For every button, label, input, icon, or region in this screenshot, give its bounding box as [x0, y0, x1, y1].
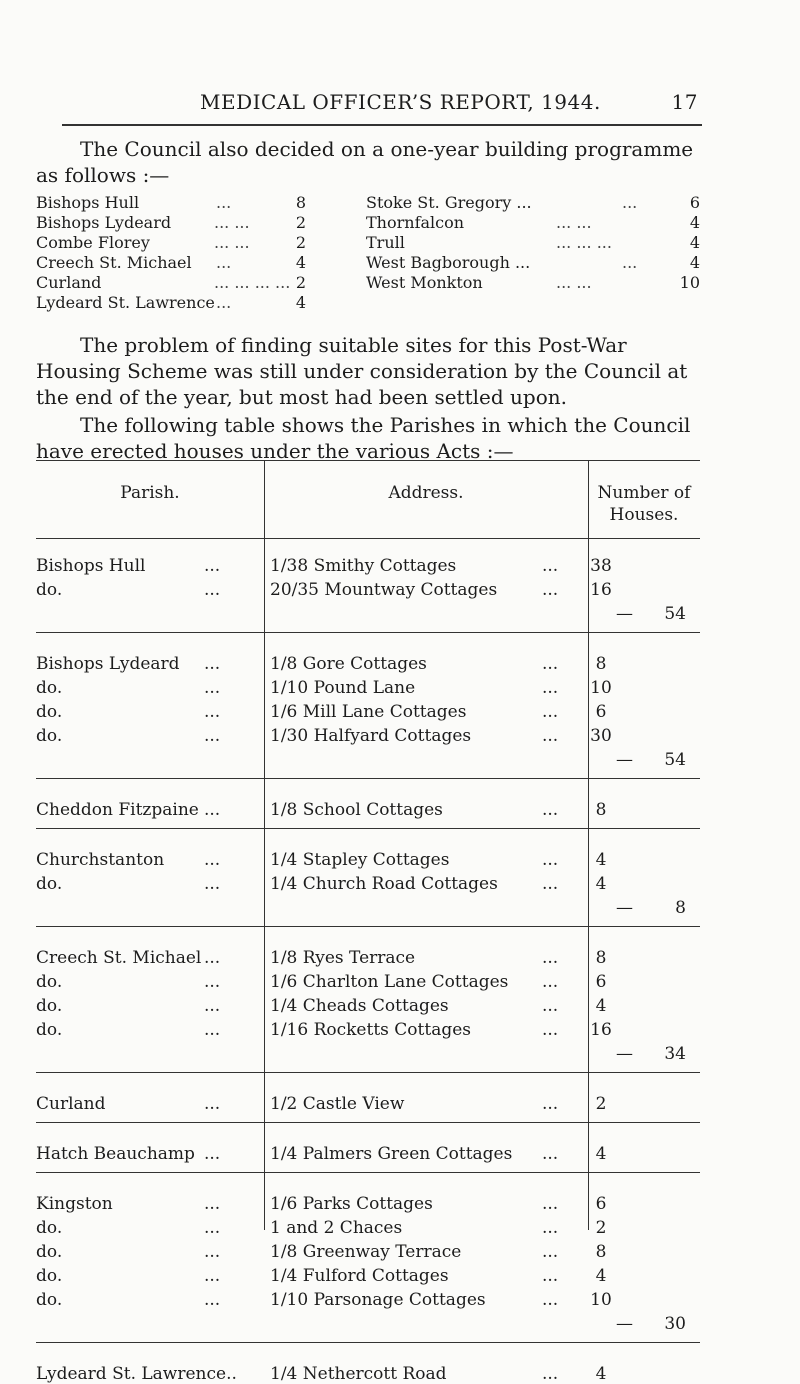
table-dots: ... — [542, 1290, 559, 1310]
table-group-total: 54 — [664, 604, 686, 624]
table-group-total: 30 — [664, 1314, 686, 1334]
programme-count: 2 — [295, 213, 306, 232]
table-parish-cell: do. — [36, 996, 63, 1016]
programme-parish: Trull — [366, 233, 405, 252]
table-parish-cell: Bishops Hull — [36, 556, 146, 576]
programme-count: 2 — [295, 233, 306, 252]
table-dots: ... — [204, 996, 221, 1016]
programme-parish: West Monkton — [366, 273, 483, 292]
programme-row — [366, 213, 700, 233]
table-parish-cell: Hatch Beauchamp — [36, 1144, 195, 1164]
table-parish-cell: do. — [36, 678, 63, 698]
table-dots: ... — [204, 1218, 221, 1238]
houses-table — [36, 460, 700, 1384]
programme-dots: ... ... — [214, 213, 250, 232]
page-number: 17 — [671, 90, 698, 114]
table-dots: ... — [542, 556, 559, 576]
header-address: Address. — [388, 483, 464, 503]
table-group-rule — [36, 1122, 700, 1123]
table-address-cell: 1/10 Parsonage Cottages — [270, 1290, 486, 1310]
programme-dots: ... ... — [214, 233, 250, 252]
programme-dots: ... ... — [556, 213, 592, 232]
table-intro-line-2: have erected houses under the various Acts :— — [36, 439, 514, 463]
programme-row — [36, 213, 306, 233]
programme-column-right — [366, 193, 700, 293]
table-dots: ... — [204, 1290, 221, 1310]
table-address-cell: 1/6 Mill Lane Cottages — [270, 702, 467, 722]
table-dots: ... — [204, 874, 221, 894]
table-address-cell: 1/4 Fulford Cottages — [270, 1266, 449, 1286]
table-address-cell: 20/35 Mountway Cottages — [270, 580, 498, 600]
table-dots: ... — [542, 800, 559, 820]
table-dots: ... — [542, 1020, 559, 1040]
header-rule — [62, 124, 702, 126]
table-address-cell: 1/6 Parks Cottages — [270, 1194, 433, 1214]
table-number-cell: 6 — [595, 972, 607, 992]
programme-row — [36, 293, 306, 313]
table-parish-cell: Churchstanton — [36, 850, 165, 870]
programme-count: 4 — [295, 293, 306, 312]
table-address-cell: 1/8 Greenway Terrace — [270, 1242, 462, 1262]
table-parish-cell: do. — [36, 1218, 63, 1238]
table-address-cell: 1/8 Gore Cottages — [270, 654, 427, 674]
programme-parish: Bishops Hull — [36, 193, 140, 212]
table-parish-cell: do. — [36, 1290, 63, 1310]
table-parish-cell: do. — [36, 874, 63, 894]
table-total-dash: — — [616, 750, 633, 770]
sites-paragraph — [36, 332, 700, 410]
table-number-cell: 16 — [590, 1020, 612, 1040]
table-group-rule — [36, 828, 700, 829]
programme-dots: ... ... ... — [556, 233, 612, 252]
table-parish-cell: do. — [36, 1266, 63, 1286]
table-divider-1 — [264, 460, 265, 1230]
table-number-cell: 4 — [595, 850, 607, 870]
programme-dots: ... — [216, 253, 232, 272]
table-intro-line-1: The following table shows the Parishes in which the Council — [80, 413, 691, 437]
table-parish-cell: Lydeard St. Lawrence.. — [36, 1364, 237, 1384]
table-number-cell: 8 — [595, 800, 607, 820]
table-dots: ... — [542, 1266, 559, 1286]
sites-line-2: Housing Scheme was still under consideration by the Council at — [36, 359, 688, 383]
table-dots: ... — [204, 580, 221, 600]
table-parish-cell: Creech St. Michael — [36, 948, 202, 968]
table-dots: ... — [204, 850, 221, 870]
programme-row — [366, 273, 700, 293]
table-parish-cell: Curland — [36, 1094, 106, 1114]
intro-paragraph — [36, 136, 700, 188]
table-address-cell: 1/4 Palmers Green Cottages — [270, 1144, 513, 1164]
table-dots: ... — [204, 678, 221, 698]
table-dots: ... — [542, 654, 559, 674]
programme-row — [366, 253, 700, 273]
programme-count: 2 — [295, 273, 306, 292]
table-dots: ... — [204, 1242, 221, 1262]
table-address-cell: 1/38 Smithy Cottages — [270, 556, 457, 576]
table-number-cell: 6 — [595, 1194, 607, 1214]
table-address-cell: 1/4 Church Road Cottages — [270, 874, 498, 894]
page-header — [200, 90, 698, 114]
programme-row — [366, 193, 700, 213]
table-dots: ... — [542, 1218, 559, 1238]
table-number-cell: 4 — [595, 1364, 607, 1384]
table-dots: ... — [542, 580, 559, 600]
table-group-rule — [36, 1072, 700, 1073]
table-number-cell: 8 — [595, 654, 607, 674]
table-address-cell: 1/16 Rocketts Cottages — [270, 1020, 471, 1040]
programme-count: 4 — [295, 253, 306, 272]
header-number — [588, 482, 700, 526]
programme-row — [36, 253, 306, 273]
table-dots: ... — [204, 1194, 221, 1214]
table-parish-cell: Cheddon Fitzpaine — [36, 800, 199, 820]
intro-line-1: The Council also decided on a one-year building programme — [80, 137, 694, 161]
table-dots: ... — [542, 726, 559, 746]
table-number-cell: 6 — [595, 702, 607, 722]
table-group-rule — [36, 1342, 700, 1343]
table-number-cell: 4 — [595, 996, 607, 1016]
table-number-cell: 10 — [590, 678, 612, 698]
table-dots: ... — [204, 1266, 221, 1286]
table-parish-cell: do. — [36, 726, 63, 746]
programme-dots: ... ... — [556, 273, 592, 292]
programme-parish: Curland — [36, 273, 102, 292]
table-group-rule — [36, 1172, 700, 1173]
table-number-cell: 2 — [595, 1218, 607, 1238]
table-dots: ... — [542, 874, 559, 894]
table-address-cell: 1/8 School Cottages — [270, 800, 443, 820]
programme-row — [36, 233, 306, 253]
table-number-cell: 30 — [590, 726, 612, 746]
intro-line-2: as follows :— — [36, 163, 170, 187]
table-address-cell: 1/6 Charlton Lane Cottages — [270, 972, 509, 992]
table-group-rule — [36, 926, 700, 927]
table-parish-cell: do. — [36, 1020, 63, 1040]
programme-count: 6 — [689, 193, 700, 212]
programme-parish: Combe Florey — [36, 233, 150, 252]
table-dots: ... — [542, 1144, 559, 1164]
table-dots: ... — [542, 1094, 559, 1114]
table-dots: ... — [542, 678, 559, 698]
programme-dots: ... ... ... ... — [214, 273, 291, 292]
table-dots: ... — [204, 726, 221, 746]
table-address-cell: 1/2 Castle View — [270, 1094, 405, 1114]
table-number-cell: 10 — [590, 1290, 612, 1310]
table-address-cell: 1/10 Pound Lane — [270, 678, 416, 698]
report-title: MEDICAL OFFICER’S REPORT, 1944. — [200, 90, 601, 114]
sites-line-3: the end of the year, but most had been settled upon. — [36, 385, 567, 409]
programme-dots: ... — [622, 193, 638, 212]
table-dots: ... — [542, 948, 559, 968]
table-number-cell: 38 — [590, 556, 612, 576]
table-group-rule — [36, 778, 700, 779]
table-dots: ... — [204, 800, 221, 820]
table-dots: ... — [542, 1194, 559, 1214]
table-address-cell: 1 and 2 Chaces — [270, 1218, 403, 1238]
table-dots: ... — [542, 702, 559, 722]
table-dots: ... — [542, 1242, 559, 1262]
table-address-cell: 1/4 Cheads Cottages — [270, 996, 449, 1016]
programme-parish: Stoke St. Gregory ... — [366, 193, 532, 212]
table-total-dash: — — [616, 898, 633, 918]
header-parish: Parish. — [120, 483, 180, 503]
table-address-cell: 1/4 Stapley Cottages — [270, 850, 450, 870]
table-total-dash: — — [616, 604, 633, 624]
table-dots: ... — [204, 972, 221, 992]
table-dots: ... — [542, 850, 559, 870]
programme-count: 4 — [689, 253, 700, 272]
table-dots: ... — [204, 1094, 221, 1114]
table-number-cell: 8 — [595, 948, 607, 968]
table-intro-paragraph — [36, 412, 700, 464]
table-number-cell: 2 — [595, 1094, 607, 1114]
programme-count: 10 — [679, 273, 700, 292]
table-total-dash: — — [616, 1314, 633, 1334]
table-group-total: 8 — [675, 898, 686, 918]
programme-row — [36, 193, 306, 213]
table-top-rule — [36, 460, 700, 461]
programme-column-left — [36, 193, 306, 313]
table-number-cell: 4 — [595, 1266, 607, 1286]
table-number-cell: 16 — [590, 580, 612, 600]
table-parish-cell: Bishops Lydeard — [36, 654, 180, 674]
table-dots: ... — [204, 654, 221, 674]
table-group-total: 34 — [664, 1044, 686, 1064]
sites-line-1: The problem of finding suitable sites for this Post-War — [80, 333, 627, 357]
programme-parish: Creech St. Michael — [36, 253, 192, 272]
table-address-cell: 1/8 Ryes Terrace — [270, 948, 416, 968]
programme-dots: ... — [622, 253, 638, 272]
table-dots: ... — [542, 1364, 559, 1384]
table-number-cell: 4 — [595, 874, 607, 894]
programme-count: 4 — [689, 213, 700, 232]
table-dots: ... — [542, 972, 559, 992]
table-group-rule — [36, 632, 700, 633]
table-dots: ... — [204, 948, 221, 968]
programme-row — [36, 273, 306, 293]
table-parish-cell: do. — [36, 972, 63, 992]
programme-parish: Thornfalcon — [366, 213, 465, 232]
table-parish-cell: do. — [36, 580, 63, 600]
table-parish-cell: do. — [36, 1242, 63, 1262]
header-number-line-2: Houses. — [609, 505, 679, 525]
programme-dots: ... — [216, 193, 232, 212]
table-address-cell: 1/30 Halfyard Cottages — [270, 726, 472, 746]
table-dots: ... — [204, 702, 221, 722]
table-dots: ... — [542, 996, 559, 1016]
programme-count: 8 — [295, 193, 306, 212]
table-dots: ... — [204, 1144, 221, 1164]
table-parish-cell: do. — [36, 702, 63, 722]
table-dots: ... — [204, 556, 221, 576]
table-address-cell: 1/4 Nethercott Road — [270, 1364, 447, 1384]
programme-parish: West Bagborough ... — [366, 253, 531, 272]
header-number-line-1: Number of — [597, 483, 691, 503]
table-total-dash: — — [616, 1044, 633, 1064]
table-group-total: 54 — [664, 750, 686, 770]
programme-parish: Bishops Lydeard — [36, 213, 172, 232]
table-dots: ... — [204, 1020, 221, 1040]
programme-parish: Lydeard St. Lawrence — [36, 293, 215, 312]
header-bottom-rule — [36, 538, 700, 539]
table-parish-cell: Kingston — [36, 1194, 113, 1214]
table-number-cell: 8 — [595, 1242, 607, 1262]
programme-dots: ... — [216, 293, 232, 312]
programme-count: 4 — [689, 233, 700, 252]
programme-row — [366, 233, 700, 253]
table-number-cell: 4 — [595, 1144, 607, 1164]
